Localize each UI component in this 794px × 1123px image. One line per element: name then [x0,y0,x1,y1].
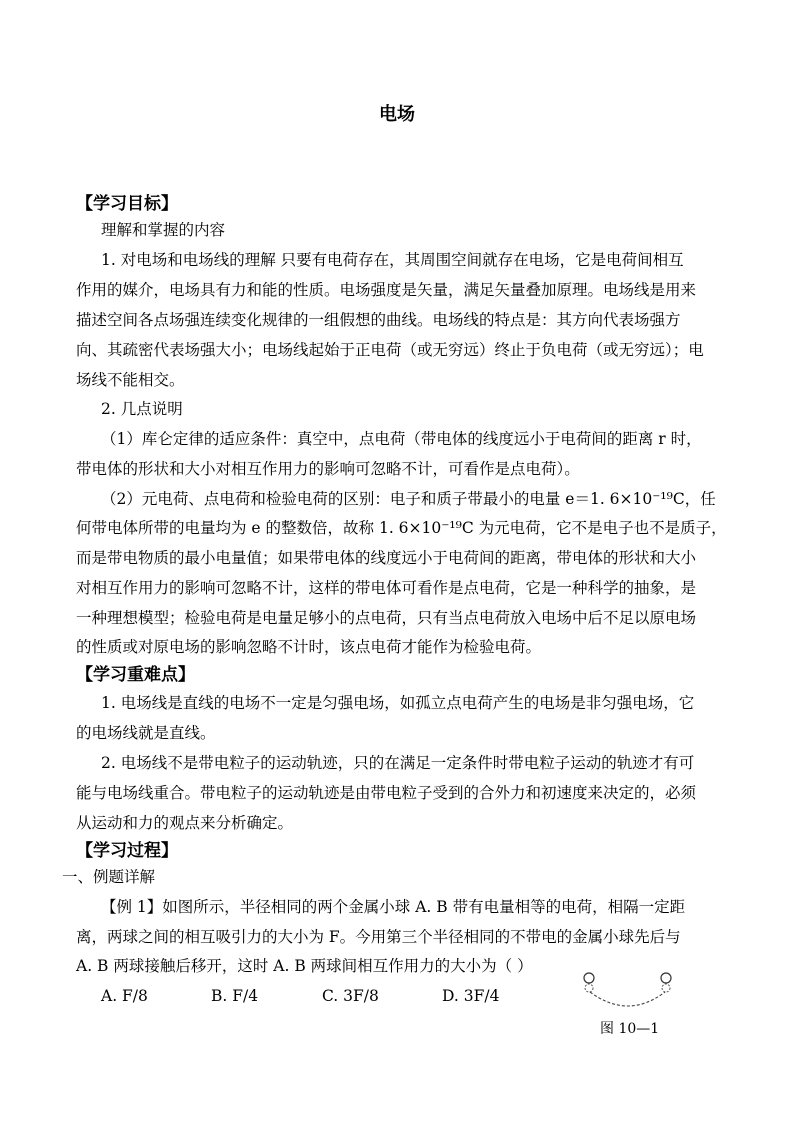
goals-line: 描述空间各点场强连续变化规律的一组假想的曲线。电场线的特点是：其方向代表场强方 [76,311,681,329]
sphere-a-ghost-icon [585,984,593,992]
transfer-path [590,992,665,1006]
goals-line: 的性质或对原电场的影响忽略不计时，该点电荷才能作为检验电荷。 [76,638,542,656]
sphere-a-icon [584,973,594,983]
option-d: D. 3F/4 [442,987,500,1005]
process-line: 一、例题详解 [62,868,156,886]
goals-line: 1. 对电场和电场线的理解 只要有电荷存在，其周围空间就存在电场，它是电荷间相互 [101,251,684,269]
key-line: 2. 电场线不是带电粒子的运动轨迹，只的在满足一定条件时带电粒子运动的轨迹才有可 [101,754,695,772]
key-line: 能与电场线重合。带电粒子的运动轨迹是由带电粒子受到的合外力和初速度来决定的，必须 [76,784,697,802]
section-key-points-heading: 【学习重难点】 [76,665,195,685]
section-goals-heading: 【学习目标】 [76,194,178,214]
goals-line: 带电体的形状和大小对相互作用力的影响可忽略不计，可看作是点电荷）。 [76,460,580,478]
example-line: 离，两球之间的相互吸引力的大小为 F。今用第三个半径相同的不带电的金属小球先后与 [76,928,681,946]
section-process-heading: 【学习过程】 [76,841,178,861]
option-b: B. F/4 [211,987,259,1005]
figure-caption: 图 10—1 [600,1021,660,1037]
option-c: C. 3F/8 [322,987,379,1005]
goals-line: 向、其疏密代表场强大小；电场线起始于正电荷（或无穷远）终止于负电荷（或无穷远）；电 [76,341,704,359]
goals-line: （2）元电荷、点电荷和检验电荷的区别：电子和质子带最小的电量 e＝1. 6×10⁻¹⁹C，任 [101,490,716,508]
example-line: 【例 1】如图所示，半径相同的两个金属小球 A. B 带有电量相等的电荷，相隔一定距 [101,898,686,916]
key-line: 1. 电场线是直线的电场不一定是匀强电场，如孤立点电荷产生的电场是非匀强电场，它 [101,694,695,712]
goals-line: 对相互作用力的影响可忽略不计，这样的带电体可看作是点电荷，它是一种科学的抽象，是 [76,579,697,597]
goals-line: （1）库仑定律的适应条件：真空中，点电荷（带电体的线度远小于电荷间的距离 r 时， [101,430,702,448]
goals-line: 作用的媒介，电场具有力和能的性质。电场强度是矢量，满足矢量叠加原理。电场线是用来 [76,281,697,299]
goals-line: 而是带电物质的最小电量值；如果带电体的线度远小于电荷间的距离，带电体的形状和大小 [76,549,697,567]
goals-line: 理解和掌握的内容 [101,221,226,239]
example-line: A. B 两球接触后移开，这时 A. B 两球间相互作用力的大小为（ ） [76,957,533,975]
sphere-b-icon [661,973,671,983]
page-title: 电场 [379,104,415,125]
sphere-b-ghost-icon [662,984,670,992]
figure-two-spheres [578,968,682,1012]
key-line: 从运动和力的观点来分析确定。 [76,814,294,832]
goals-line: 2. 几点说明 [101,400,183,418]
goals-line: 场线不能相交。 [76,371,185,389]
key-line: 的电场线就是直线。 [76,724,216,742]
goals-line: 一种理想模型；检验电荷是电量足够小的点电荷，只有当点电荷放入电场中后不足以原电场 [76,609,697,627]
goals-line: 何带电体所带的电量均为 e 的整数倍，故称 1. 6×10⁻¹⁹C 为元电荷，它不是电子也不是质子， [76,519,727,537]
option-a: A. F/8 [101,987,148,1005]
